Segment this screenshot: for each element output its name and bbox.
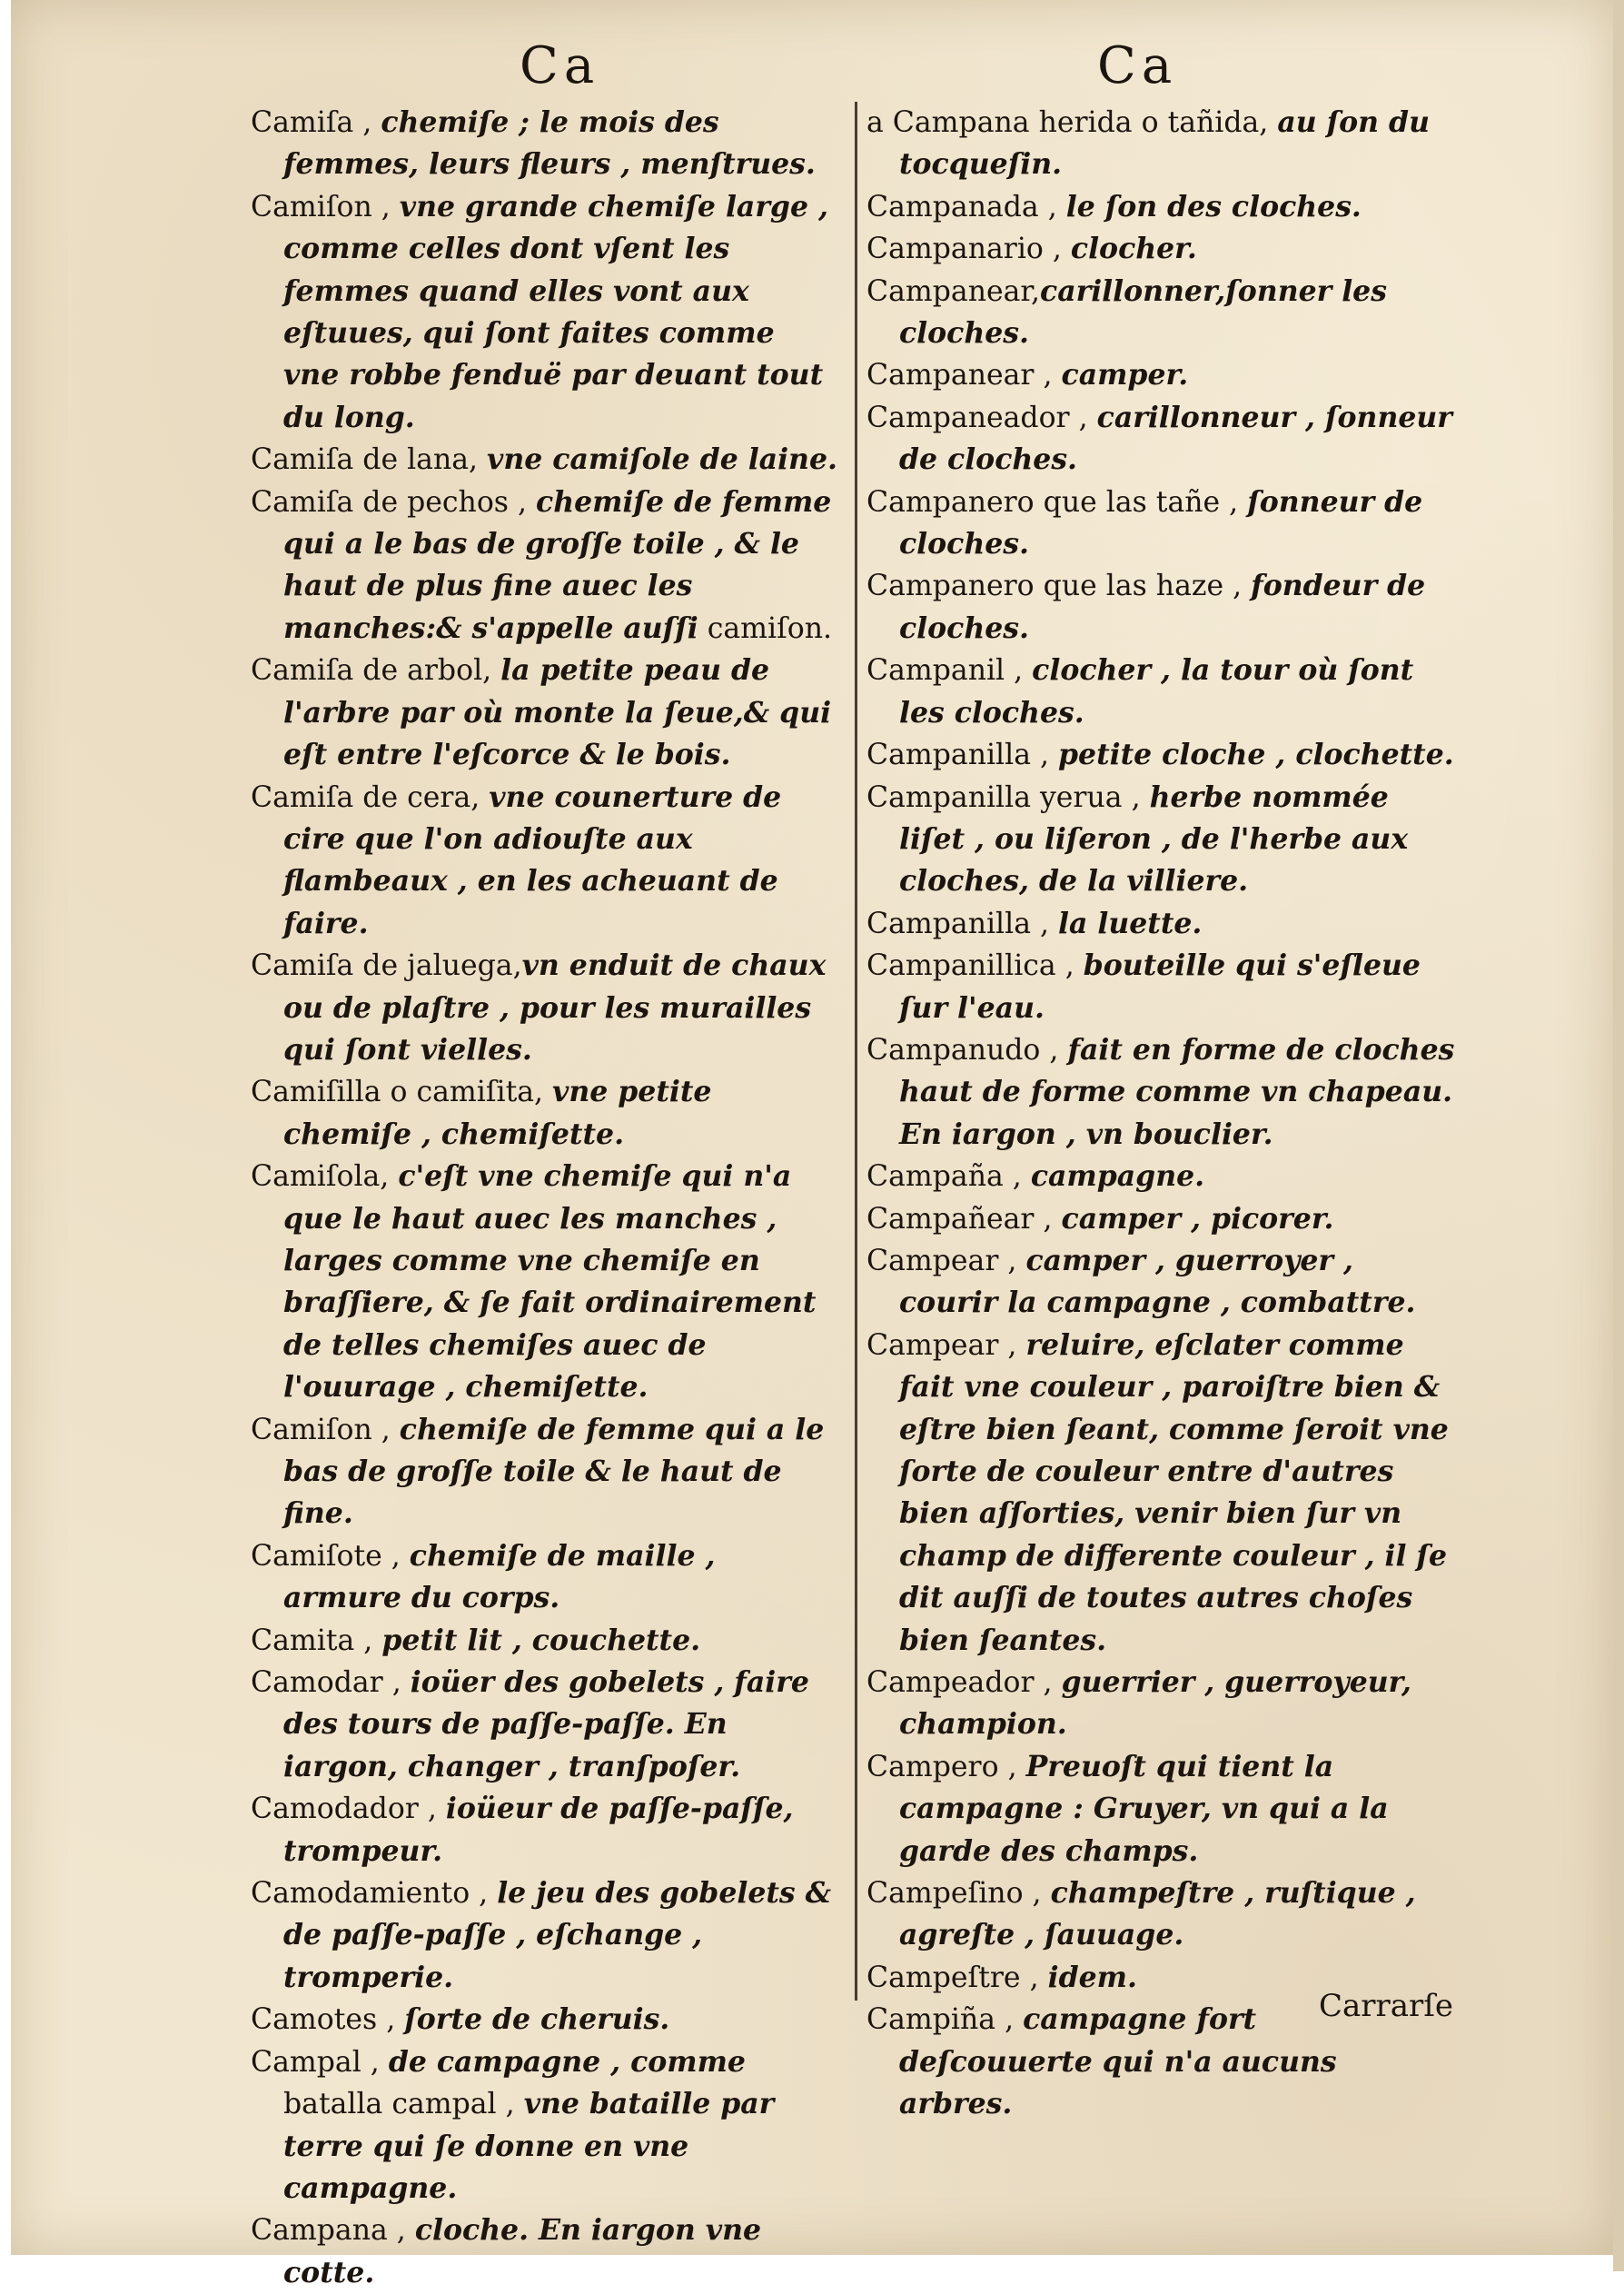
running-head-right: Ca bbox=[1097, 36, 1178, 95]
entry-definition: carillonneur , ſonneur de cloches. bbox=[899, 400, 1452, 477]
entry-headword: Campanil , bbox=[866, 654, 1033, 688]
entry-definition: chemiſe ; le mois des femmes, leurs fleurs , menſtrues. bbox=[283, 105, 816, 182]
running-head-left: Ca bbox=[520, 36, 600, 95]
entry-definition: petit lit , couchette. bbox=[381, 1623, 701, 1657]
entry-headword: Campeſtre , bbox=[866, 1961, 1048, 1994]
dictionary-entry bbox=[866, 1325, 1455, 1662]
entry-headword: Camiſa de cera, bbox=[251, 780, 490, 814]
entry-headword: Camotes , bbox=[251, 2003, 405, 2037]
entry-headword: Campeſino , bbox=[866, 1877, 1051, 1911]
dictionary-entry bbox=[251, 777, 839, 946]
entry-definition: reluire, eſclater comme fait vne couleur , paroiſtre bien & eſtre bien ſeant, comme ſeroit vne ſorte de couleur entre d'autres bien aſſorties, venir bien ſur vn champ de differente couleur , il ſe dit auſſi de toutes autres choſes bien ſeantes. bbox=[899, 1327, 1449, 1657]
entry-definition: de campagne , comme bbox=[388, 2044, 746, 2079]
entry-definition: clocher. bbox=[1070, 232, 1197, 266]
dictionary-entry bbox=[251, 1409, 839, 1535]
dictionary-entry bbox=[866, 102, 1455, 186]
entry-definition: clocher , la tour où ſont les cloches. bbox=[899, 653, 1414, 730]
entry-headword: Camiſilla o camiſita, bbox=[251, 1076, 553, 1109]
dictionary-entry bbox=[251, 1071, 839, 1156]
dictionary-entry bbox=[866, 1198, 1455, 1240]
dictionary-entry bbox=[866, 650, 1455, 734]
entry-headword: Camiſa , bbox=[251, 106, 381, 139]
dictionary-entry bbox=[866, 565, 1455, 650]
dictionary-entry bbox=[866, 1872, 1455, 1957]
entry-definition: fondeur de cloches. bbox=[899, 569, 1426, 645]
entry-headword: Campaneador , bbox=[866, 401, 1097, 434]
entry-headword: Camiſa de lana, bbox=[251, 443, 488, 477]
dictionary-entry bbox=[866, 945, 1455, 1029]
entry-definition: idem. bbox=[1047, 1960, 1137, 1994]
dictionary-entry bbox=[866, 1156, 1455, 1197]
entry-headword-tail: camiſon. bbox=[698, 611, 833, 645]
entry-definition: vn enduit de chaux ou de plaſtre , pour les murailles qui ſont vielles. bbox=[283, 948, 827, 1067]
entry-definition: ſorte de cheruis. bbox=[404, 2002, 670, 2037]
dictionary-entry bbox=[866, 734, 1455, 776]
entry-definition: fait en forme de cloches haut de forme comme vn chapeau. En iargon , vn bouclier. bbox=[899, 1032, 1455, 1151]
dictionary-entry bbox=[251, 945, 839, 1071]
entry-headword: Campiña , bbox=[866, 2003, 1024, 2037]
entry-definition: vne counerture de cire que l'on adiouſte aux flambeaux , en les acheuant de faire. bbox=[283, 780, 782, 940]
entry-headword: Campanario , bbox=[866, 233, 1071, 266]
entry-headword: Camita , bbox=[251, 1624, 382, 1657]
entry-definition: camper. bbox=[1061, 358, 1189, 392]
entry-headword: Camiſon , bbox=[251, 190, 400, 223]
entry-definition: la petite peau de l'arbre par où monte la ſeue,& qui eſt entre l'eſcorce & le bois. bbox=[283, 653, 832, 772]
entry-definition: guerrier , guerroyeur, champion. bbox=[899, 1665, 1411, 1742]
dictionary-entry bbox=[866, 777, 1455, 903]
entry-headword: Campanear, bbox=[866, 274, 1041, 308]
entry-headword: Camiſote , bbox=[251, 1539, 410, 1573]
dictionary-entry bbox=[251, 1535, 839, 1620]
entry-definition: Preuoſt qui tient la campagne : Gruyer, vn qui a la garde des champs. bbox=[899, 1749, 1389, 1868]
entry-headword: Campanada , bbox=[866, 190, 1066, 223]
entry-definition: cloche. En iargon vne cotte. bbox=[283, 2213, 762, 2289]
entry-definition: chemiſe de maille , armure du corps. bbox=[283, 1538, 716, 1615]
dictionary-entry bbox=[251, 1999, 839, 2041]
entry-headword: Campanudo , bbox=[866, 1033, 1068, 1067]
entry-headword: Campanilla yerua , bbox=[866, 780, 1150, 814]
entry-definition: c'eſt vne chemiſe qui n'a que le haut auec les manches , larges comme vne chemiſe en braſſiere, & ſe fait ordinairement de telles chemiſes auec de l'ouurage , chemiſette. bbox=[283, 1159, 817, 1405]
dictionary-entry bbox=[866, 1746, 1455, 1872]
right-column bbox=[866, 102, 1455, 2126]
entry-headword: Campanero que las tañe , bbox=[866, 485, 1248, 519]
entry-headword: Campanero que las haze , bbox=[866, 570, 1252, 603]
dictionary-entry bbox=[251, 1872, 839, 1999]
entry-definition: ioüer des gobelets , faire des tours de paſſe-paſſe. En iargon, changer , tranſpoſer. bbox=[283, 1665, 809, 1783]
page-margin bbox=[1613, 0, 1624, 2271]
dictionary-entry bbox=[251, 102, 839, 186]
entry-definition: la luette. bbox=[1058, 906, 1203, 940]
entry-headword: Camiſa de arbol, bbox=[251, 654, 501, 688]
entry-headword: Campeador , bbox=[866, 1666, 1062, 1700]
entry-definition: ioüeur de paſſe-paſſe, trompeur. bbox=[283, 1792, 794, 1868]
dictionary-entry bbox=[866, 1662, 1455, 1746]
entry-definition: herbe nommée liſet , ou liſeron , de l'herbe aux cloches, de la villiere. bbox=[899, 780, 1409, 899]
dictionary-entry bbox=[251, 1788, 839, 1872]
entry-headword: Camiſa de jaluega, bbox=[251, 949, 522, 983]
entry-definition: petite cloche , clochette. bbox=[1058, 738, 1454, 772]
dictionary-entry bbox=[251, 2041, 839, 2210]
dictionary-entry bbox=[866, 354, 1455, 396]
column-divider bbox=[855, 102, 857, 2001]
dictionary-entry bbox=[866, 1240, 1455, 1325]
entry-definition: bouteille qui s'eſleue ſur l'eau. bbox=[899, 948, 1421, 1025]
entry-headword: Camiſola, bbox=[251, 1160, 399, 1194]
dictionary-entry bbox=[866, 186, 1455, 228]
entry-definition: vne grande chemiſe large , comme celles dont vſent les femmes quand elles vont aux eſtuues, qui ſont faites comme vne robbe fenduë par deuant tout du long. bbox=[283, 189, 828, 434]
entry-headword-tail: batalla campal , bbox=[283, 2088, 524, 2121]
entry-headword: a Campana herida o tañida, bbox=[866, 106, 1278, 139]
entry-definition: chemiſe de femme qui a le bas de groſſe toile & le haut de fine. bbox=[283, 1412, 825, 1531]
entry-definition: carillonner,ſonner les cloches. bbox=[899, 273, 1387, 351]
entry-definition: au ſon du tocqueſin. bbox=[899, 105, 1430, 182]
entry-definition: camper , guerroyer , courir la campagne , combattre. bbox=[899, 1243, 1416, 1320]
dictionary-entry bbox=[251, 1156, 839, 1408]
entry-headword: Campear , bbox=[866, 1328, 1026, 1362]
left-column bbox=[251, 102, 839, 2294]
entry-headword: Campanilla , bbox=[866, 739, 1059, 772]
entry-definition-tail: vne bataille par terre qui ſe donne en vne campagne. bbox=[283, 2087, 775, 2205]
entry-definition: champeſtre , ruſtique , agreſte , ſauuage. bbox=[899, 1876, 1416, 1952]
entry-definition: vne camiſole de laine. bbox=[487, 442, 837, 477]
entry-headword: Campana , bbox=[251, 2214, 415, 2248]
entry-headword: Campero , bbox=[866, 1750, 1026, 1783]
entry-headword: Camodamiento , bbox=[251, 1877, 498, 1911]
catchword: Carrarſe bbox=[1319, 1988, 1454, 2024]
dictionary-entry bbox=[866, 397, 1455, 482]
dictionary-entry bbox=[251, 439, 839, 481]
entry-headword: Camiſa de pechos , bbox=[251, 485, 537, 519]
dictionary-entry bbox=[251, 1620, 839, 1662]
entry-headword: Campanilla , bbox=[866, 907, 1059, 940]
entry-headword: Campañear , bbox=[866, 1202, 1062, 1236]
dictionary-entry bbox=[251, 650, 839, 776]
dictionary-entry bbox=[251, 2210, 839, 2294]
entry-headword: Camodador , bbox=[251, 1792, 446, 1826]
entry-headword: Campanillica , bbox=[866, 949, 1084, 983]
entry-definition: ſonneur de cloches. bbox=[899, 484, 1423, 561]
dictionary-entry bbox=[866, 903, 1455, 945]
dictionary-entry bbox=[866, 482, 1455, 566]
dictionary-entry bbox=[251, 482, 839, 650]
entry-definition: camper , picorer. bbox=[1061, 1201, 1334, 1236]
entry-definition: le jeu des gobelets & de paſſe-paſſe , eſchange , tromperie. bbox=[283, 1876, 832, 1994]
entry-headword: Campear , bbox=[866, 1244, 1026, 1277]
entry-headword: Camodar , bbox=[251, 1666, 411, 1700]
dictionary-entry bbox=[866, 271, 1455, 355]
entry-headword: Campal , bbox=[251, 2045, 389, 2079]
entry-definition: vne petite chemiſe , chemiſette. bbox=[283, 1075, 712, 1151]
dictionary-entry bbox=[251, 1662, 839, 1788]
entry-definition: le ſon des cloches. bbox=[1065, 189, 1362, 223]
entry-definition: chemiſe de femme qui a le bas de groſſe toile , & le haut de plus fine auec les manches:& s'appelle auſſi bbox=[283, 484, 832, 645]
dictionary-entry bbox=[866, 228, 1455, 270]
entry-definition: campagne fort deſcouuerte qui n'a aucuns arbres. bbox=[899, 2002, 1337, 2121]
entry-headword: Camiſon , bbox=[251, 1413, 400, 1446]
entry-definition: campagne. bbox=[1030, 1159, 1205, 1194]
dictionary-entry bbox=[251, 186, 839, 439]
entry-headword: Campaña , bbox=[866, 1160, 1031, 1194]
entry-headword: Campanear , bbox=[866, 359, 1062, 392]
dictionary-entry bbox=[866, 1029, 1455, 1156]
